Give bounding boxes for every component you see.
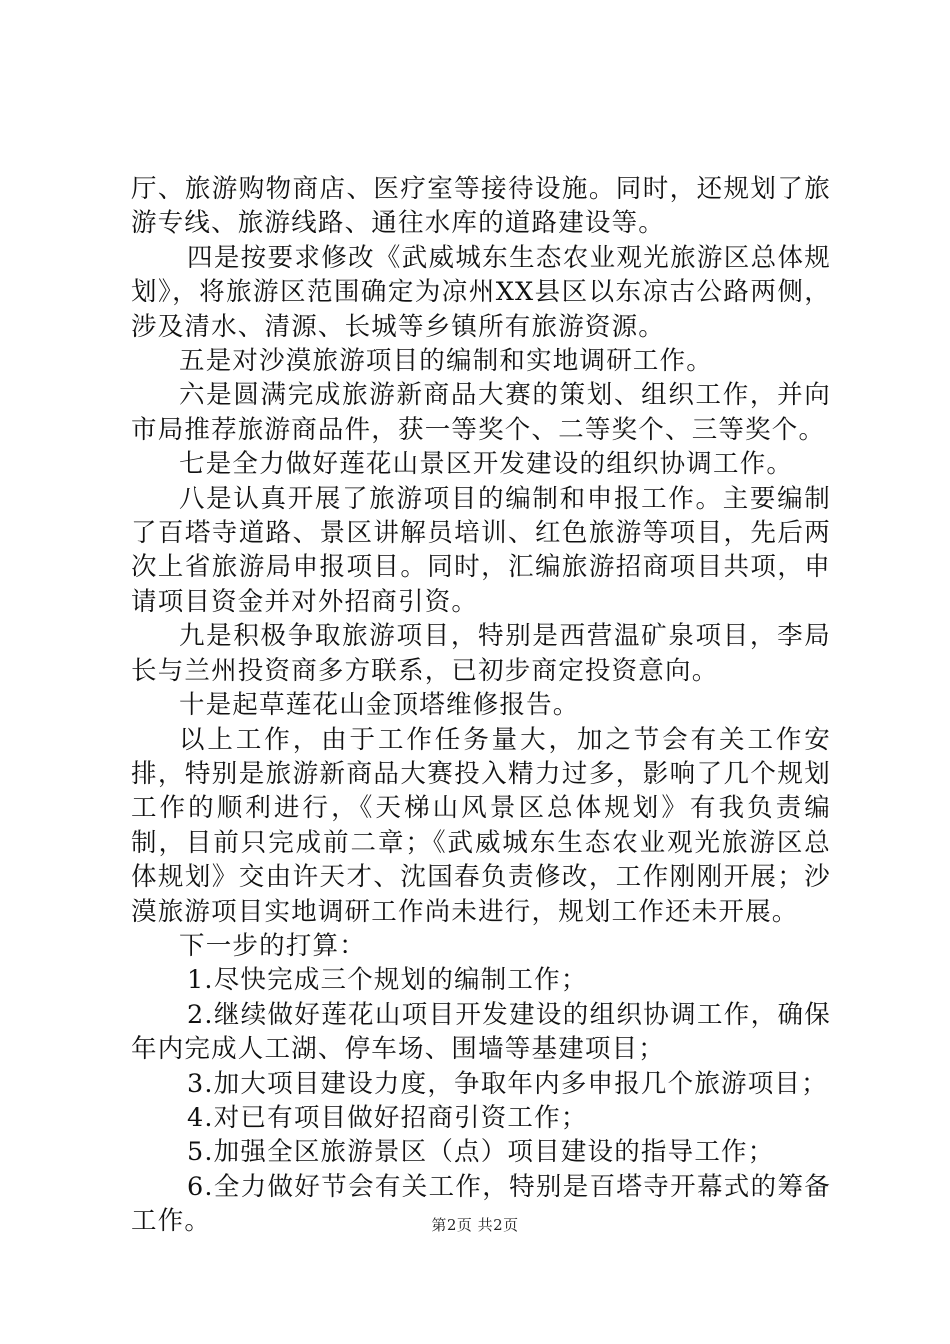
paragraph-next-steps-heading: 下一步的打算： xyxy=(179,930,366,961)
document-body xyxy=(131,172,831,1239)
plan-item-2: 2.继续做好莲花山项目开发建设的组织协调工作，确保年内完成人工湖、停车场、围墙等基建项目； xyxy=(131,999,831,1065)
paragraph-item-5: 五是对沙漠旅游项目的编制和实地调研工作。 xyxy=(179,346,714,377)
paragraph-item-9: 九是积极争取旅游项目，特别是西营温矿泉项目，李局长与兰州投资商多方联系，已初步商定投资意向。 xyxy=(131,621,831,686)
paragraph-item-7: 七是全力做好莲花山景区开发建设的组织协调工作。 xyxy=(179,449,794,480)
paragraph-facilities: 厅、旅游购物商店、医疗室等接待设施。同时，还规划了旅游专线、旅游线路、通往水库的道路建设等。 xyxy=(131,174,831,239)
plan-item-6: 6.全力做好节会有关工作，特别是百塔寺开幕式的筹备工作。 xyxy=(131,1171,831,1237)
paragraph-summary: 以上工作，由于工作任务量大，加之节会有关工作安排，特别是旅游新商品大赛投入精力过多，影响了几个规划工作的顺利进行，《天梯山风景区总体规划》有我负责编制，目前只完成前二章；《武威城东生态农业观光旅游区总体规划》交由许天才、沈国春负责修改，工作刚刚开展；沙漠旅游项目实地调研工作尚未进行，规划工作还未开展。 xyxy=(131,724,831,927)
paragraph-item-10: 十是起草莲花山金顶塔维修报告。 xyxy=(179,690,580,721)
plan-item-3: 3.加大项目建设力度，争取年内多申报几个旅游项目； xyxy=(187,1068,828,1099)
paragraph-item-6: 六是圆满完成旅游新商品大赛的策划、组织工作，并向市局推荐旅游商品件，获一等奖个、二等奖个、三等奖个。 xyxy=(131,380,831,445)
plan-item-4: 4.对已有项目做好招商引资工作； xyxy=(187,1102,588,1133)
plan-item-5: 5.加强全区旅游景区（点）项目建设的指导工作； xyxy=(187,1137,775,1168)
plan-item-1: 1.尽快完成三个规划的编制工作； xyxy=(187,965,588,996)
page-number-footer: 第2页 共2页 xyxy=(431,1216,519,1234)
paragraph-item-4: 四是按要求修改《武威城东生态农业观光旅游区总体规划》，将旅游区范围确定为凉州XX县区以东凉古公路两侧，涉及清水、清源、长城等乡镇所有旅游资源。 xyxy=(131,242,831,342)
paragraph-item-8: 八是认真开展了旅游项目的编制和申报工作。主要编制了百塔寺道路、景区讲解员培训、红色旅游等项目，先后两次上省旅游局申报项目。同时，汇编旅游招商项目共项，申请项目资金并对外招商引资。 xyxy=(131,483,831,617)
